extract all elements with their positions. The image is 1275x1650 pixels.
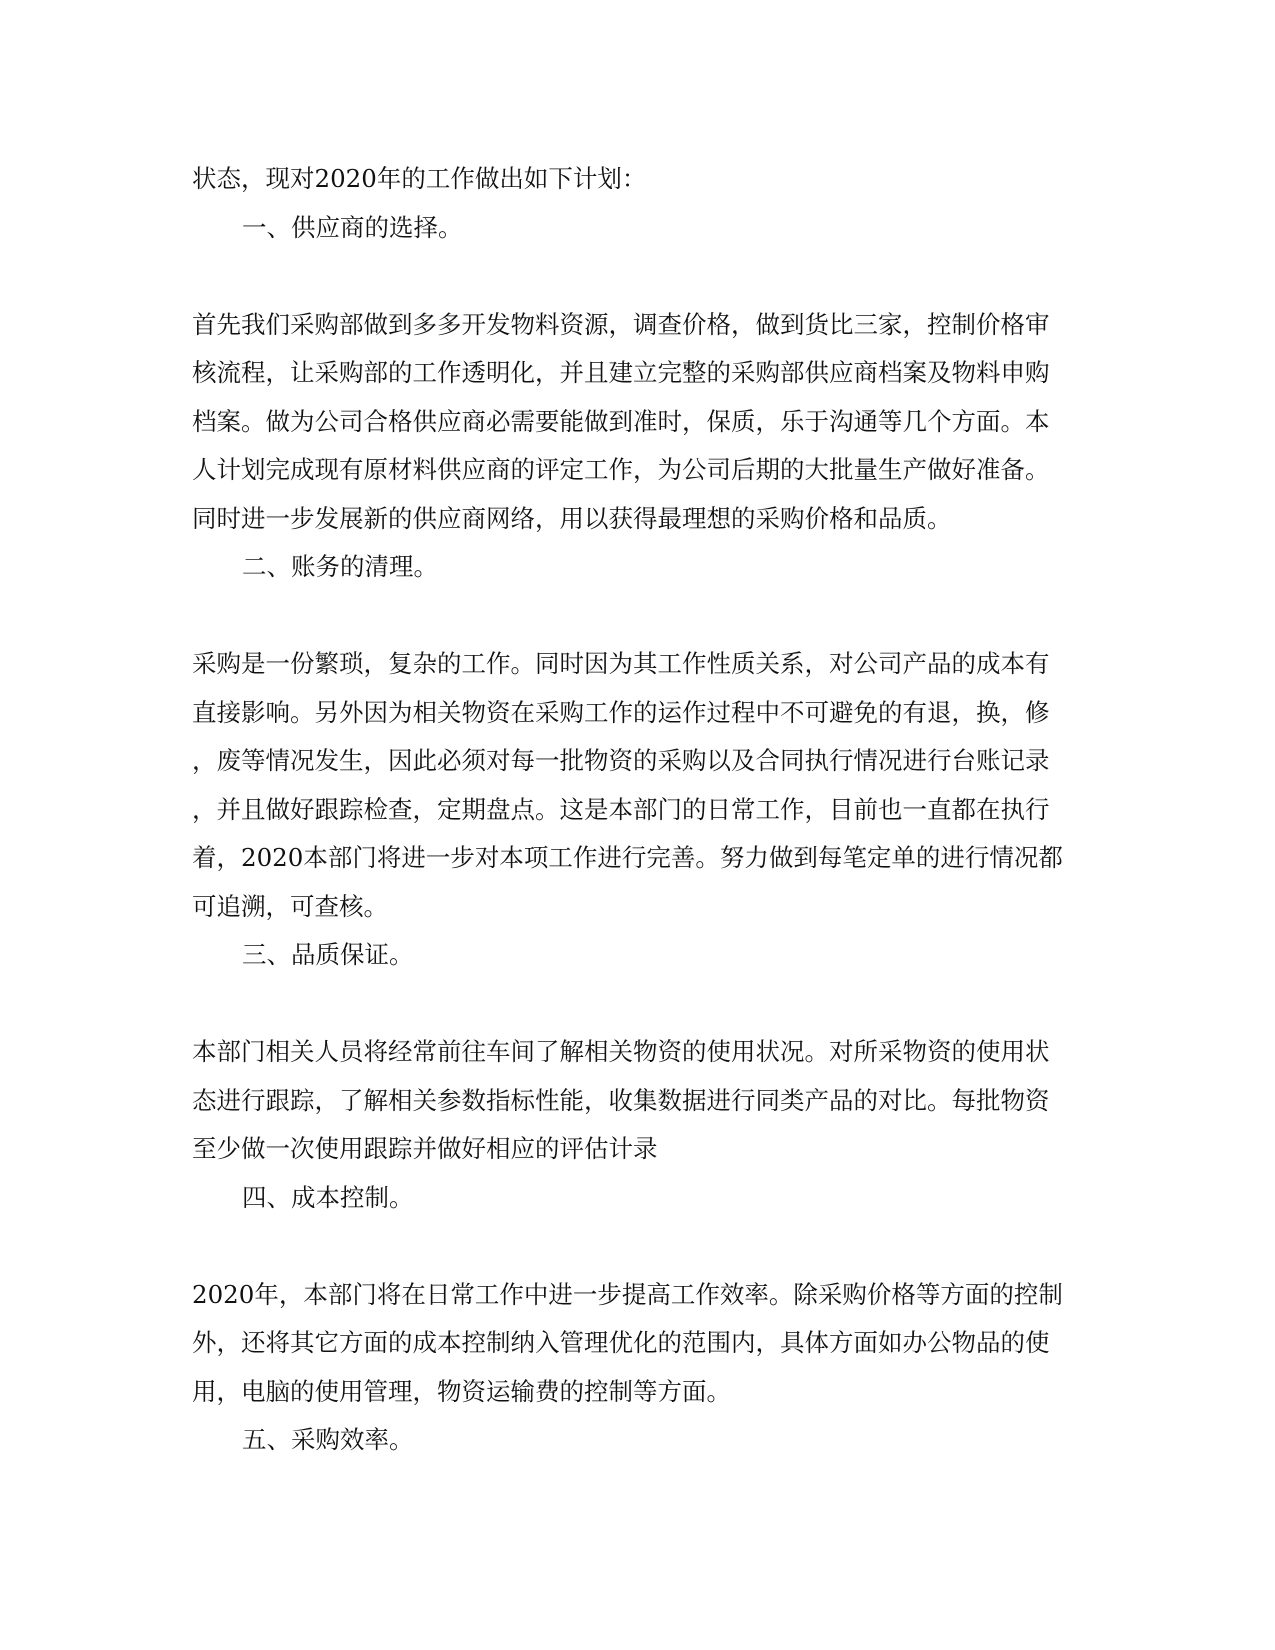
paragraph-line: 核流程，让采购部的工作透明化，并且建立完整的采购部供应商档案及物料申购 [192,358,1050,387]
paragraph-line: ，并且做好跟踪检查，定期盘点。这是本部门的日常工作，目前也一直都在执行 [192,794,1050,824]
paragraph-line: 档案。做为公司合格供应商必需要能做到准时，保质，乐于沟通等几个方面。本 [192,406,1050,436]
paragraph-line: 同时进一步发展新的供应商网络，用以获得最理想的采购价格和品质。 [192,503,952,533]
section-paragraph-accounts [192,640,1072,931]
section-heading-efficiency: 五、采购效率。 [242,1425,414,1454]
paragraph-line: 至少做一次使用跟踪并做好相应的评估计录 [192,1134,658,1163]
paragraph-line: 首先我们采购部做到多多开发物料资源，调查价格，做到货比三家，控制价格审 [192,309,1050,339]
section-heading-quality: 三、品质保证。 [242,940,414,969]
paragraph-line: 可追溯，可查核。 [192,891,388,921]
paragraph-line: 着，2020本部门将进一步对本项工作进行完善。努力做到每笔定单的进行情况都 [192,843,1063,872]
intro-line: 状态，现对2020年的工作做出如下计划： [192,164,647,193]
paragraph-line: 本部门相关人员将经常前往车间了解相关物资的使用状况。对所采物资的使用状 [192,1037,1050,1066]
paragraph-gap [192,1222,1072,1271]
paragraph-line: ，废等情况发生，因此必须对每一批物资的采购以及合同执行情况进行台账记录 [192,746,1050,775]
paragraph-line: 2020年，本部门将在日常工作中进一步提高工作效率。除采购价格等方面的控制 [192,1279,1063,1309]
section-paragraph-cost [192,1271,1072,1417]
section-heading-cost: 四、成本控制。 [242,1182,414,1212]
paragraph-line: 直接影响。另外因为相关物资在采购工作的运作过程中不可避免的有退，换，修 [192,697,1050,727]
section-heading-supplier: 一、供应商的选择。 [242,212,463,242]
paragraph-line: 态进行跟踪，了解相关参数指标性能，收集数据进行同类产品的对比。每批物资 [192,1085,1050,1115]
section-paragraph-supplier [192,301,1072,544]
paragraph-line: 外，还将其它方面的成本控制纳入管理优化的范围内，具体方面如办公物品的使 [192,1328,1050,1357]
section-heading-accounts: 二、账务的清理。 [242,552,438,581]
section-paragraph-quality [192,1028,1072,1174]
paragraph-gap [192,592,1072,641]
document-body [192,155,1072,1465]
paragraph-line: 采购是一份繁琐，复杂的工作。同时因为其工作性质关系，对公司产品的成本有 [192,649,1050,678]
paragraph-line: 用，电脑的使用管理，物资运输费的控制等方面。 [192,1376,731,1406]
paragraph-gap [192,980,1072,1029]
paragraph-line: 人计划完成现有原材料供应商的评定工作，为公司后期的大批量生产做好准备。 [192,455,1050,484]
paragraph-gap [192,252,1072,301]
